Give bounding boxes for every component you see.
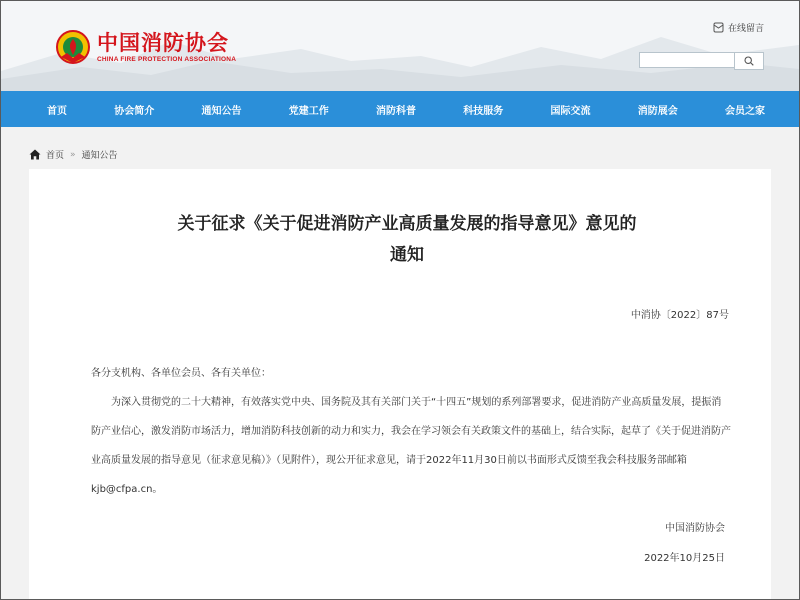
article-signature: 中国消防协会	[665, 523, 725, 534]
article-title	[29, 209, 785, 271]
search-icon	[744, 56, 754, 66]
article-title-line1: 关于征求《关于促进消防产业高质量发展的指导意见》意见的	[177, 214, 637, 234]
breadcrumb-home[interactable]: 首页	[46, 151, 65, 161]
article-body	[91, 359, 731, 504]
article-paragraph: 为深入贯彻党的二十大精神，有效落实党中央、国务院及其有关部门关于“十四五”规划的系列部署要求，促进消防产业高质量发展，提振消防产业信心，激发消防市场活力，增加消防科技创新的动力和实力，我会在学习领会有关政策文件的基础上，结合实际，起草了《关于促进消防产业高质量发展的指导意见（征求意见稿）》（见附件），现公开征求意见，请于2022年11月30日前以书面形式反馈至我会科技服务部邮箱kjb@cfpa.cn。	[91, 397, 731, 495]
nav-item-tech-services[interactable]: 科技服务	[463, 105, 504, 117]
fire-association-emblem-icon	[55, 29, 91, 65]
nav-item-party-building[interactable]: 党建工作	[288, 105, 329, 117]
breadcrumb-separator: »	[70, 149, 76, 160]
search-input[interactable]	[639, 52, 734, 68]
logo-title-cn: 中国消防协会	[97, 29, 229, 55]
article-greeting: 各分支机构、各单位会员、各有关单位：	[91, 368, 271, 379]
article-date: 2022年10月25日	[644, 553, 725, 564]
main-nav	[1, 91, 799, 127]
document-number: 中消协〔2022〕87号	[630, 310, 729, 321]
article-title-line2: 通知	[390, 245, 424, 265]
nav-item-fire-science[interactable]: 消防科普	[376, 105, 416, 117]
nav-item-home[interactable]: 首页	[47, 105, 67, 117]
breadcrumb-current[interactable]: 通知公告	[81, 151, 118, 161]
message-icon	[713, 22, 724, 33]
message-link-label: 在线留言	[728, 24, 765, 34]
nav-item-international[interactable]: 国际交流	[550, 105, 591, 117]
search-box	[639, 52, 764, 70]
search-button[interactable]	[734, 52, 764, 70]
breadcrumb	[29, 148, 118, 161]
online-message-link[interactable]	[713, 21, 764, 34]
logo-title-en: CHINA FIRE PROTECTION ASSOCIATIONA	[97, 55, 237, 63]
nav-item-members[interactable]: 会员之家	[725, 105, 765, 117]
site-logo[interactable]	[55, 29, 236, 65]
home-icon[interactable]	[29, 149, 41, 160]
nav-item-notices[interactable]: 通知公告	[201, 105, 242, 117]
nav-item-about[interactable]: 协会简介	[114, 105, 155, 117]
site-header	[1, 1, 799, 91]
nav-item-exhibition[interactable]: 消防展会	[637, 105, 678, 117]
